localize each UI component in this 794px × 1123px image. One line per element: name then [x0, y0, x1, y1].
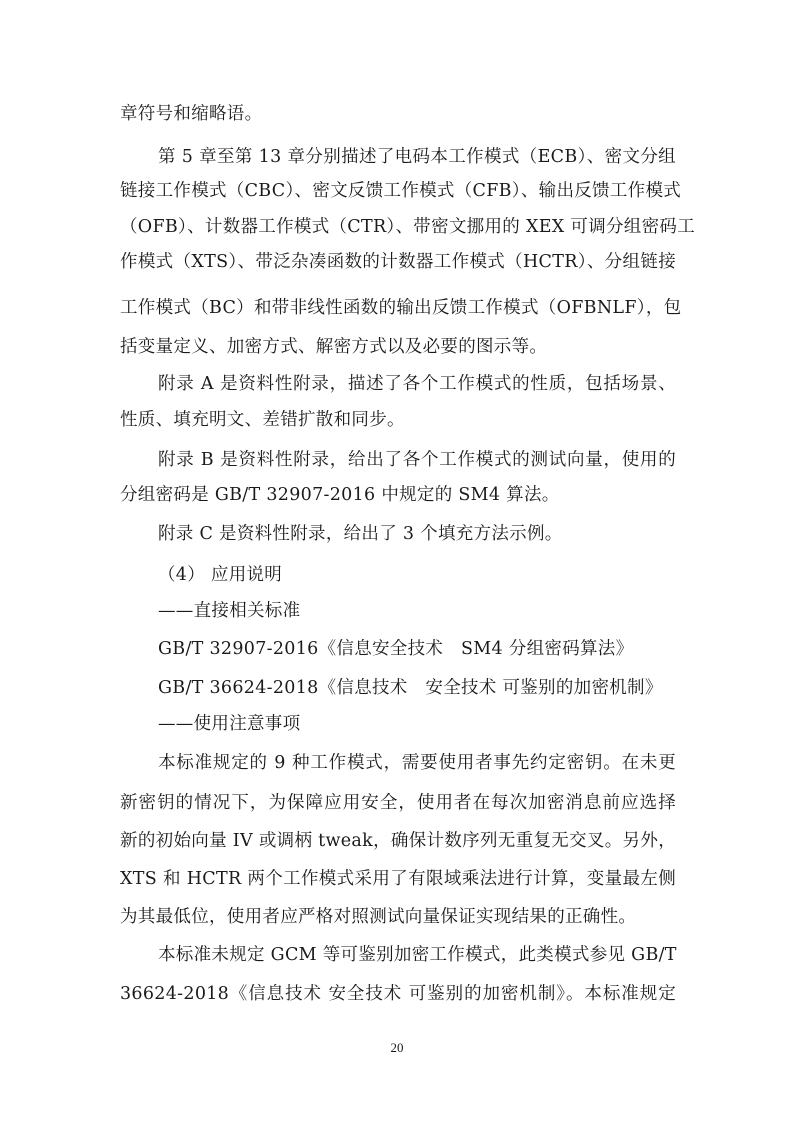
text-line: 附录 C 是资料性附录，给出了 3 个填充方法示例。: [158, 524, 563, 544]
text-line: 性质、填充明文、差错扩散和同步。: [120, 410, 405, 430]
text-line: 附录 B 是资料性附录，给出了各个工作模式的测试向量，使用的: [158, 450, 676, 470]
text-line: 36624-2018《信息技术 安全技术 可鉴别的加密机制》。本标准规定: [120, 984, 676, 1004]
text-line: （OFB）、计数器工作模式（CTR）、带密文挪用的 XEX 可调分组密码工: [120, 217, 696, 237]
text-line: 新的初始向量 IV 或调柄 tweak，确保计数序列无重复无交叉。另外，: [120, 831, 676, 851]
text-line: 为其最低位，使用者应严格对照测试向量保证实现结果的正确性。: [120, 907, 637, 927]
text-line: ——使用注意事项: [158, 714, 301, 734]
text-line: GB/T 36624-2018《信息技术 安全技术 可鉴别的加密机制》: [158, 678, 663, 698]
text-line: 分组密码是 GB/T 32907-2016 中规定的 SM4 算法。: [120, 485, 560, 505]
text-line: GB/T 32907-2016《信息安全技术 SM4 分组密码算法》: [158, 639, 634, 659]
text-line: 作模式（XTS）、带泛杂凑函数的计数器工作模式（HCTR）、分组链接: [120, 252, 676, 272]
text-line: 括变量定义、加密方式、解密方式以及必要的图示等。: [120, 337, 548, 357]
text-line: 本标准规定的 9 种工作模式，需要使用者事先约定密钥。在未更: [158, 753, 676, 773]
text-line: 章符号和缩略语。: [120, 104, 263, 124]
text-line: 工作模式（BC）和带非线性函数的输出反馈工作模式（OFBNLF），包: [120, 298, 682, 318]
text-line: 本标准未规定 GCM 等可鉴别加密工作模式，此类模式参见 GB/T: [158, 945, 677, 965]
page-number: 20: [390, 1040, 404, 1055]
text-line: 链接工作模式（CBC）、密文反馈工作模式（CFB）、输出反馈工作模式: [120, 181, 682, 201]
text-line: 附录 A 是资料性附录，描述了各个工作模式的性质，包括场景、: [158, 374, 676, 394]
text-line: XTS 和 HCTR 两个工作模式采用了有限域乘法进行计算，变量最左侧: [120, 869, 676, 889]
text-line: 第 5 章至第 13 章分别描述了电码本工作模式（ECB）、密文分组: [158, 147, 676, 167]
text-line: （4） 应用说明: [158, 565, 283, 585]
text-line: ——直接相关标准: [158, 601, 301, 621]
text-line: 新密钥的情况下，为保障应用安全，使用者在每次加密消息前应选择: [120, 793, 676, 813]
